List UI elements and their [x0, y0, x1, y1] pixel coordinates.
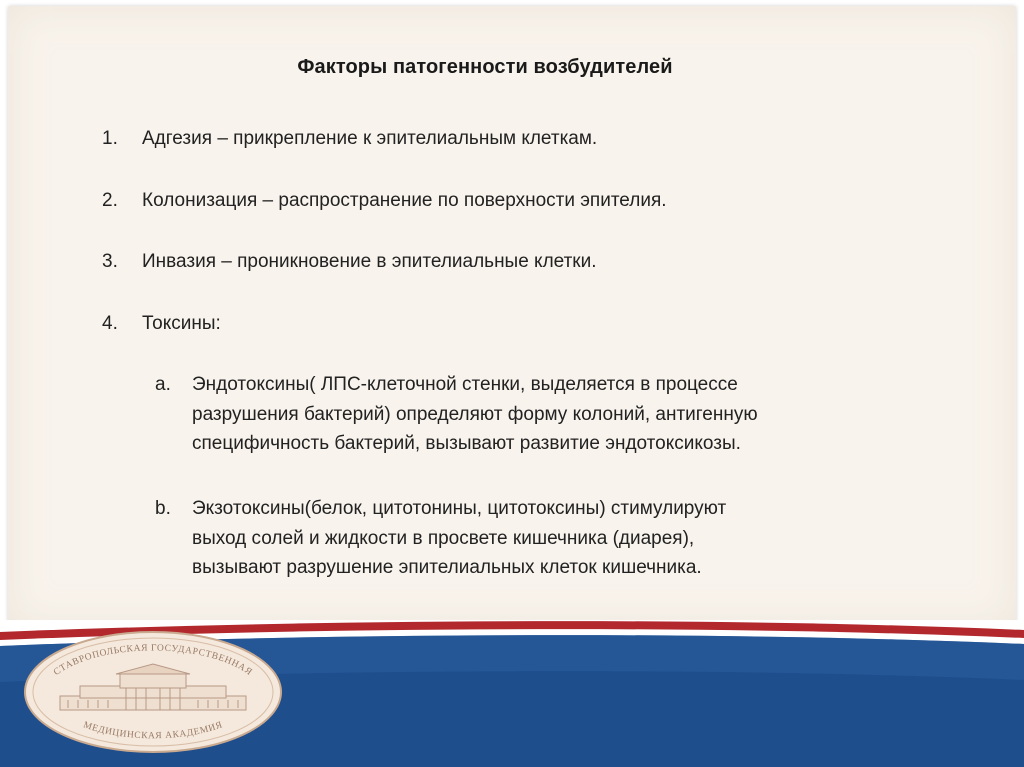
sub-list-item-line: Эндотоксины( ЛПС-клеточной стенки, выделяется в процессе [192, 374, 738, 395]
sub-list-item-letter: a. [155, 374, 171, 395]
list-item-text: Инвазия – проникновение в эпителиальные клетки. [142, 251, 597, 272]
list-item-text: Токсины: [142, 313, 221, 334]
slide-title-text: Факторы патогенности возбудителей [297, 56, 673, 78]
svg-text:СТАВРОПОЛЬСКАЯ ГОСУДАРСТВЕННАЯ: СТАВРОПОЛЬСКАЯ ГОСУДАРСТВЕННАЯ [52, 643, 254, 678]
sub-list-item-line: вызывают разрушение эпителиальных клеток кишечника. [192, 557, 702, 578]
sub-list-item-line: специфичность бактерий, вызывают развитие эндотоксикозы. [192, 433, 741, 454]
sub-list-item-line: Экзотоксины(белок, цитотонины, цитотоксины) стимулируют [192, 498, 727, 519]
list-item-number: 2. [102, 190, 118, 211]
list-item-text: Адгезия – прикрепление к эпителиальным клеткам. [142, 128, 598, 149]
list-item-number: 1. [102, 128, 118, 149]
sub-list-item-line: разрушения бактерий) определяют форму колоний, антигенную [192, 403, 758, 425]
list-item-number: 3. [102, 251, 118, 272]
slide-title [0, 56, 1024, 79]
list-item-text: Колонизация – распространение по поверхности эпителия. [142, 190, 667, 211]
list-item-number: 4. [102, 313, 118, 334]
academy-emblem-logo [22, 630, 284, 755]
sub-list-item-text [192, 370, 892, 459]
sub-list-item-text [192, 494, 892, 583]
svg-text:МЕДИЦИНСКАЯ АКАДЕМИЯ: МЕДИЦИНСКАЯ АКАДЕМИЯ [81, 720, 225, 742]
sub-list-item-line: выход солей и жидкости в просвете кишечника (диарея), [192, 527, 695, 549]
sub-list-item-letter: b. [155, 498, 171, 519]
